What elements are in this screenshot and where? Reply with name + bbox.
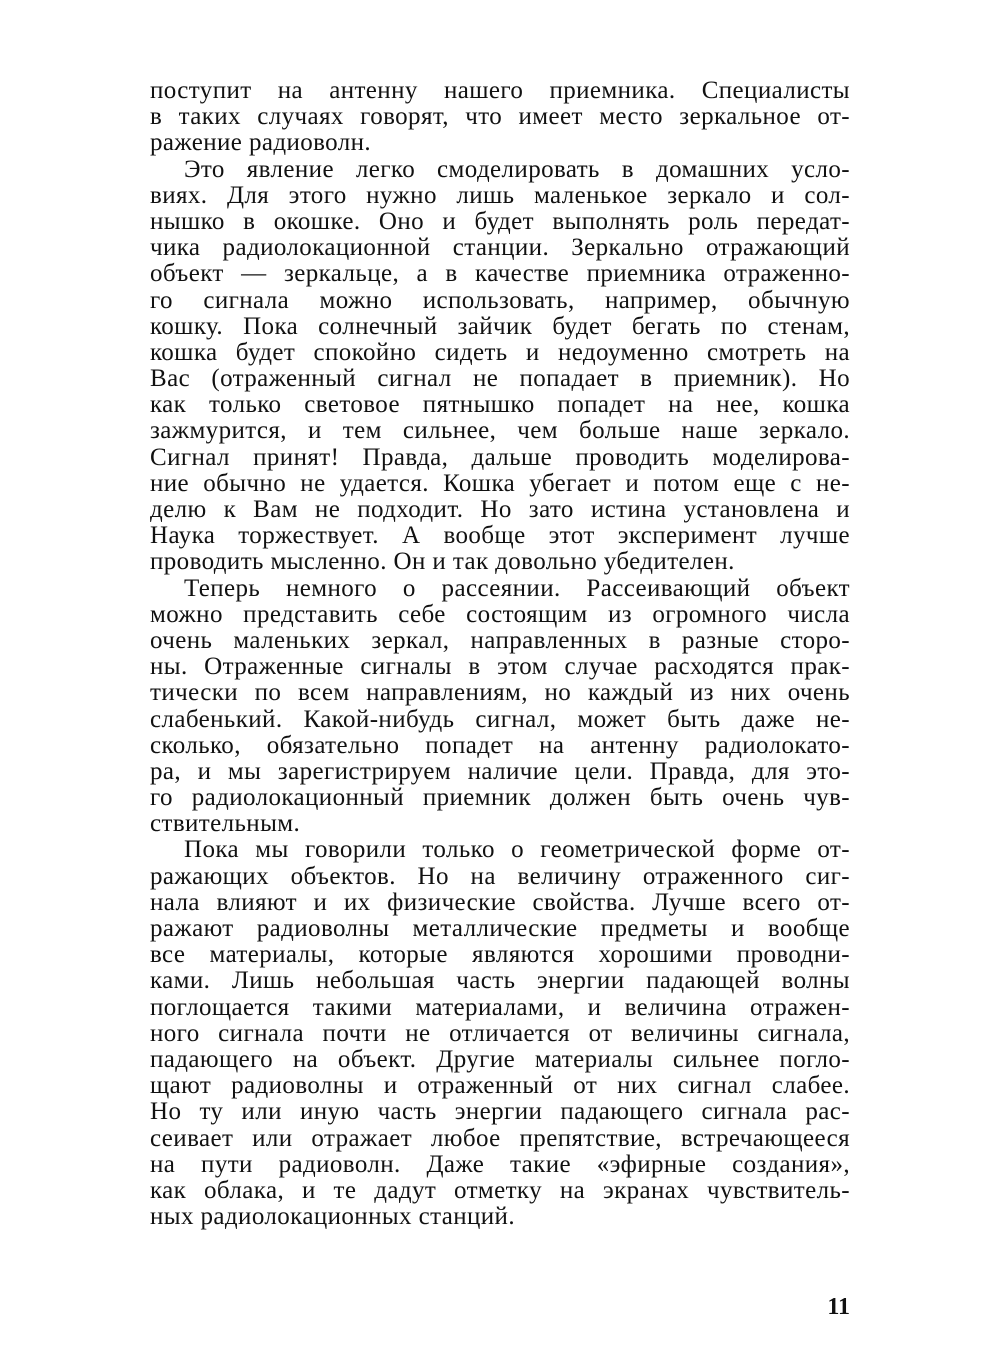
paragraph [150,837,850,1230]
text-line: как облака, и те дадут отметку на экранах чувствитель- [150,1176,850,1204]
text-line: поступит на антенну нашего приемника. Специалисты [150,77,850,104]
text-line: виях. Для этого нужно лишь маленькое зеркало и сол- [150,181,850,209]
text-line: сколько, обязательно попадет на антенну радиолокато- [150,731,850,759]
text-line: ра, и мы зарегистрируем наличие цели. Правда, для это- [150,757,850,785]
text-line: Сигнал принят! Правда, дальше проводить моделирова- [150,443,850,471]
text-line: нала влияют и их физические свойства. Лучше всего от- [150,888,850,916]
text-line: кошку. Пока солнечный зайчик будет бегать по стенам, [150,312,850,340]
text-line: ного сигнала почти не отличается от величины сигнала, [150,1019,850,1047]
text-line: щают радиоволны и отраженный от них сигнал слабее. [150,1072,850,1100]
text-line: падающего на объект. Другие материалы сильнее погло- [150,1045,850,1073]
text-line: Теперь немного о рассеянии. Рассеивающий объект [184,574,850,602]
text-line: тически по всем направлениям, но каждый из них очень [150,679,850,707]
text-line: ками. Лишь небольшая часть энергии падающей волны [150,967,850,995]
text-line: ствительным. [150,810,301,838]
text-line: ных радиолокационных станций. [150,1203,515,1231]
text-line: ражение радиоволн. [150,129,372,157]
text-line: все материалы, которые являются хорошими проводни- [150,941,850,969]
text-line: ние обычно не удается. Кошка убегает и потом еще с не- [150,469,850,497]
page-body [150,78,850,1230]
text-line: очень маленьких зеркал, направленных в разные сторо- [150,626,850,654]
text-line: объект — зеркальце, а в качестве приемника отраженно- [150,260,850,288]
text-line: слабенький. Какой-нибудь сигнал, может быть даже не- [150,705,850,733]
text-line: Но ту или иную часть энергии падающего сигнала рас- [150,1098,850,1126]
text-line: Вас (отраженный сигнал не попадает в приемник). Но [150,365,850,393]
text-line: делю к Вам не подходит. Но зато истина установлена и [150,496,850,523]
text-line: сеивает или отражает любое препятствие, встречающееся [150,1124,850,1152]
text-line: ражающих объектов. Но на величину отраженного сиг- [150,862,850,890]
text-line: Наука торжествует. А вообще этот эксперимент лучше [150,522,850,550]
text-line: го сигнала можно использовать, например, обычную [150,286,850,314]
paragraph [150,157,850,576]
text-line: го радиолокационный приемник должен быть очень чув- [150,784,850,812]
text-line: ражают радиоволны металлические предметы и вообще [150,915,850,942]
text-line: Это явление легко смоделировать в домашних усло- [184,155,850,183]
text-line: чика радиолокационной станции. Зеркально отражающий [150,234,850,262]
text-line: ны. Отраженные сигналы в этом случае расходятся прак- [150,653,850,681]
text-line: кошка будет спокойно сидеть и недоуменно смотреть на [150,338,850,366]
text-line: нышко в окошке. Оно и будет выполнять роль передат- [150,207,850,235]
paragraph [150,576,850,838]
paragraph [150,78,850,157]
page-number: 11 [827,1294,850,1320]
text-line: проводить мысленно. Он и так довольно убедителен. [150,548,735,576]
text-line: в таких случаях говорят, что имеет место зеркальное от- [150,103,850,131]
text-line: можно представить себе состоящим из огромного числа [150,600,850,628]
text-line: на пути радиоволн. Даже такие «эфирные создания», [150,1150,850,1178]
text-line: поглощается такими материалами, и величина отражен- [150,993,850,1021]
text-line: Пока мы говорили только о геометрической форме от- [184,836,850,864]
text-line: как только световое пятнышко попадет на нее, кошка [150,391,850,419]
text-line: зажмурится, и тем сильнее, чем больше наше зеркало. [150,417,850,445]
